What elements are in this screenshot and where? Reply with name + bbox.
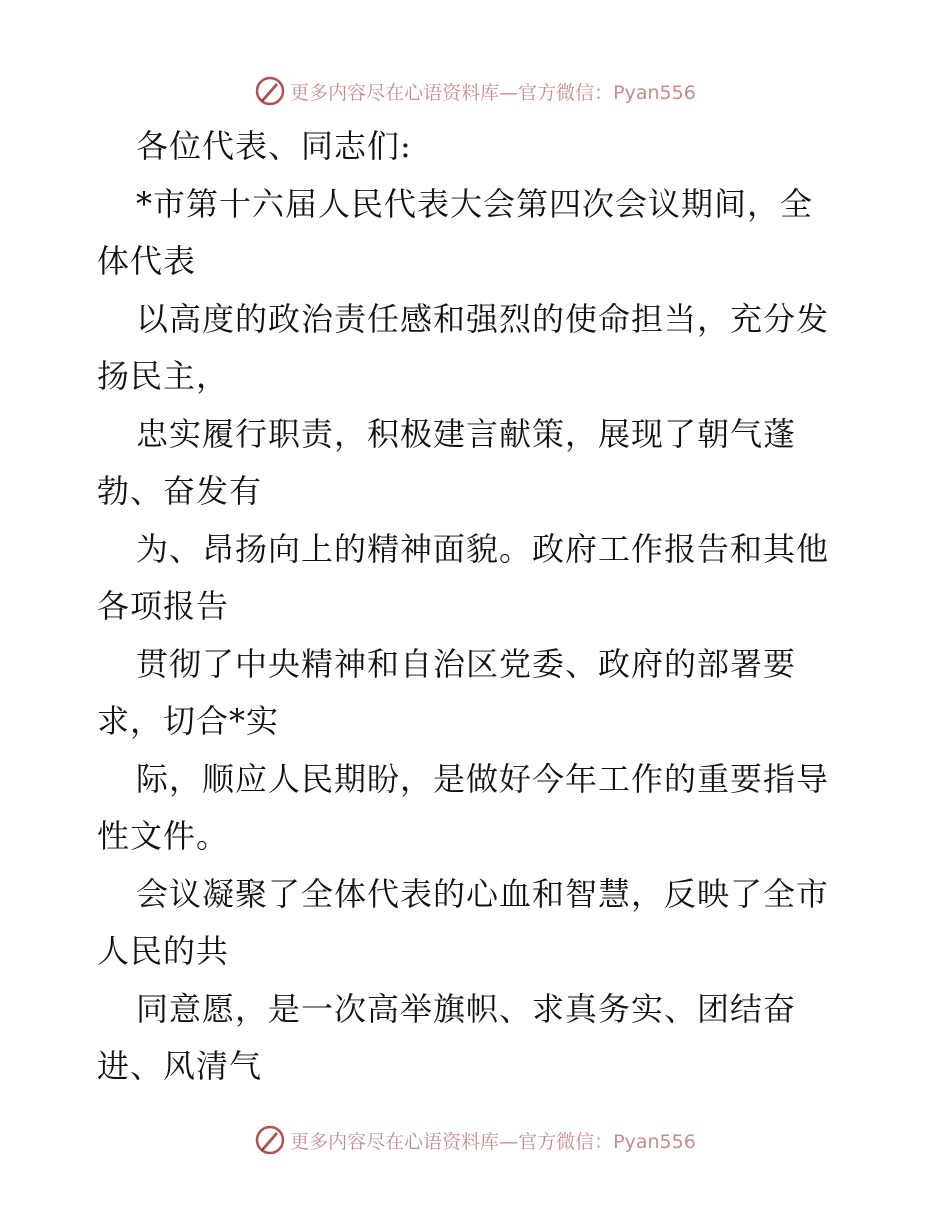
text-line: 同意愿，是一次高举旗帜、求真务实、团结奋 [136, 989, 797, 1028]
text-line: 各项报告 [97, 587, 230, 625]
text-line: 各位代表、同志们: [136, 127, 412, 165]
header-watermark [0, 71, 950, 111]
header-watermark-text: 更多内容尽在心语资料库—官方微信：Pyan556 [290, 81, 696, 104]
document-body [97, 118, 857, 1096]
footer-watermark-text: 更多内容尽在心语资料库—官方微信：Pyan556 [290, 1130, 696, 1153]
text-line: 际，顺应人民期盼，是做好今年工作的重要指导 [136, 759, 830, 798]
text-line: 性文件。 [97, 817, 230, 855]
text-line: 进、风清气 [97, 1047, 263, 1085]
quill-logo-icon [254, 75, 286, 107]
text-line: 体代表 [97, 242, 197, 280]
text-line: 人民的共 [97, 932, 230, 970]
quill-logo-icon [254, 1124, 286, 1156]
text-line: 求，切合*实 [97, 702, 280, 740]
text-line: 贯彻了中央精神和自治区党委、政府的部署要 [136, 644, 797, 683]
text-line: 会议凝聚了全体代表的心血和智慧，反映了全市 [136, 874, 830, 913]
text-line: 为、昂扬向上的精神面貌。政府工作报告和其他 [136, 529, 830, 568]
text-line: 勃、奋发有 [97, 472, 263, 510]
footer-watermark [0, 1120, 950, 1160]
text-line: 忠实履行职责，积极建言献策，展现了朝气蓬 [136, 414, 797, 453]
text-line: 扬民主， [97, 357, 230, 395]
text-line: *市第十六届人民代表大会第四次会议期间，全 [136, 184, 814, 223]
text-line: 以高度的政治责任感和强烈的使命担当，充分发 [136, 299, 830, 338]
